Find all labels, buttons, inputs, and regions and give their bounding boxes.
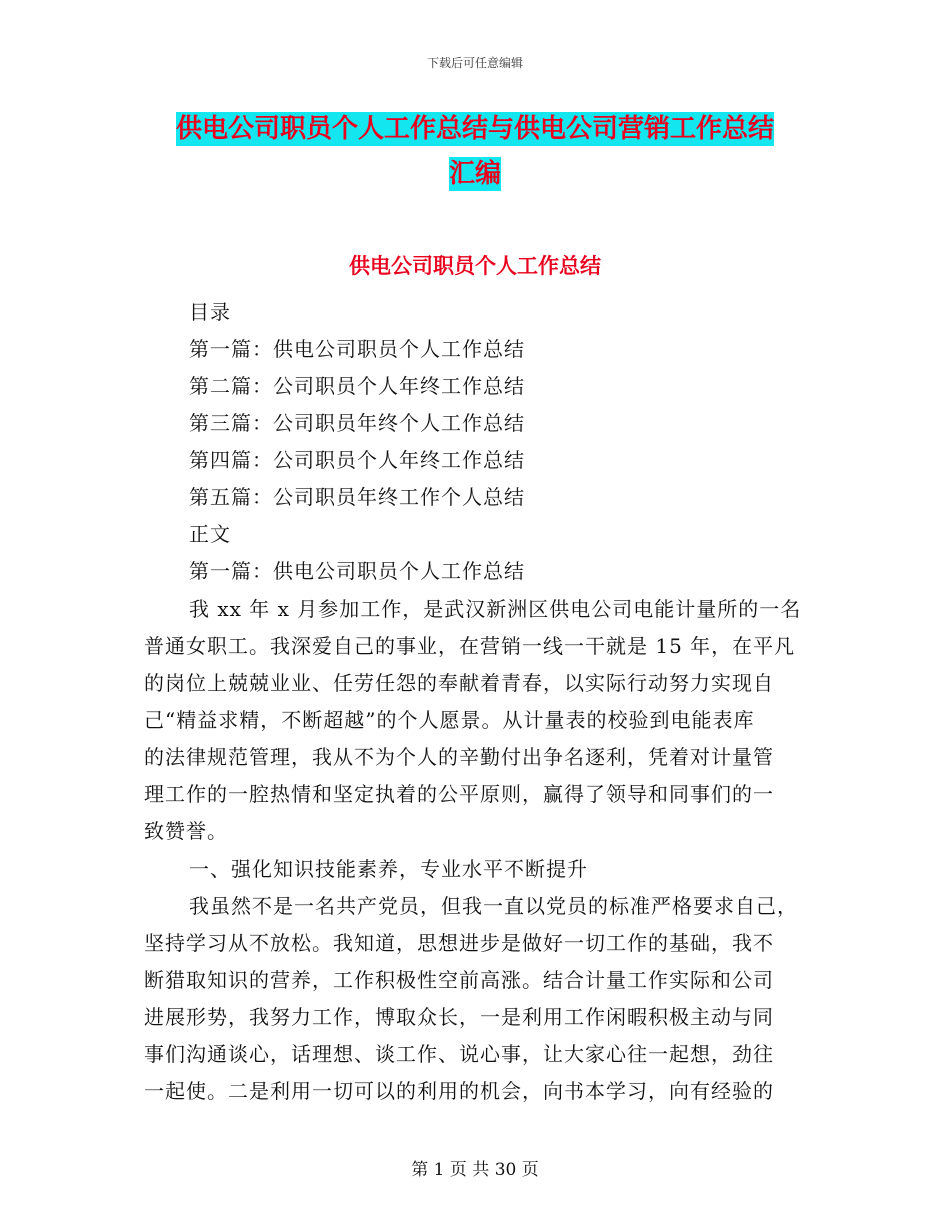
paragraph-line: 的法律规范管理，我从不为个人的辛勤付出争名逐利，凭着对计量管 <box>144 745 774 769</box>
toc-item: 第四篇：公司职员个人年终工作总结 <box>189 448 525 472</box>
paragraph-line: 断猎取知识的营养，工作积极性空前高涨。结合计量工作实际和公司 <box>144 968 774 992</box>
document-title-line-2: 汇编 <box>448 159 501 189</box>
paragraph-line: 我 xx 年 x 月参加工作，是武汉新洲区供电公司电能计量所的一名 <box>189 597 802 621</box>
page-footer: 第 1 页 共 30 页 <box>411 1160 539 1180</box>
document-title-line-1: 供电公司职员个人工作总结与供电公司营销工作总结 <box>175 114 774 144</box>
paragraph-line: 理工作的一腔热情和坚定执着的公平原则，赢得了领导和同事们的一 <box>144 782 774 806</box>
toc-item: 第三篇：公司职员年终个人工作总结 <box>189 411 525 435</box>
toc-item: 第二篇：公司职员个人年终工作总结 <box>189 374 525 398</box>
body-heading: 正文 <box>189 522 231 546</box>
paragraph-line: 普通女职工。我深爱自己的事业，在营销一线一干就是 15 年，在平凡 <box>144 634 796 658</box>
toc-item: 第一篇：供电公司职员个人工作总结 <box>189 337 525 361</box>
header-note: 下载后可任意编辑 <box>426 56 523 70</box>
paragraph-line: 一起使。二是利用一切可以的利用的机会，向书本学习，向有经验的 <box>144 1079 774 1103</box>
paragraph-line: 我虽然不是一名共产党员，但我一直以党员的标准严格要求自己， <box>189 894 798 918</box>
paragraph-line: 坚持学习从不放松。我知道，思想进步是做好一切工作的基础，我不 <box>144 931 774 955</box>
paragraph-line: 事们沟通谈心，话理想、谈工作、说心事，让大家心往一起想，劲往 <box>144 1042 774 1066</box>
paragraph-line: 进展形势，我努力工作，博取众长，一是利用工作闲暇积极主动与同 <box>144 1005 774 1029</box>
toc-heading: 目录 <box>189 300 231 324</box>
paragraph-line: 己“精益求精，不断超越”的个人愿景。从计量表的校验到电能表库 <box>144 708 755 732</box>
section-title: 供电公司职员个人工作总结 <box>349 254 601 278</box>
paragraph-line: 的岗位上兢兢业业、任劳任怨的奉献着青春，以实际行动努力实现自 <box>144 671 774 695</box>
toc-item: 第五篇：公司职员年终工作个人总结 <box>189 485 525 509</box>
paragraph-line: 致赞誉。 <box>144 819 228 843</box>
chapter-heading: 第一篇：供电公司职员个人工作总结 <box>189 559 525 583</box>
section-heading: 一、强化知识技能素养，专业水平不断提升 <box>189 857 588 881</box>
